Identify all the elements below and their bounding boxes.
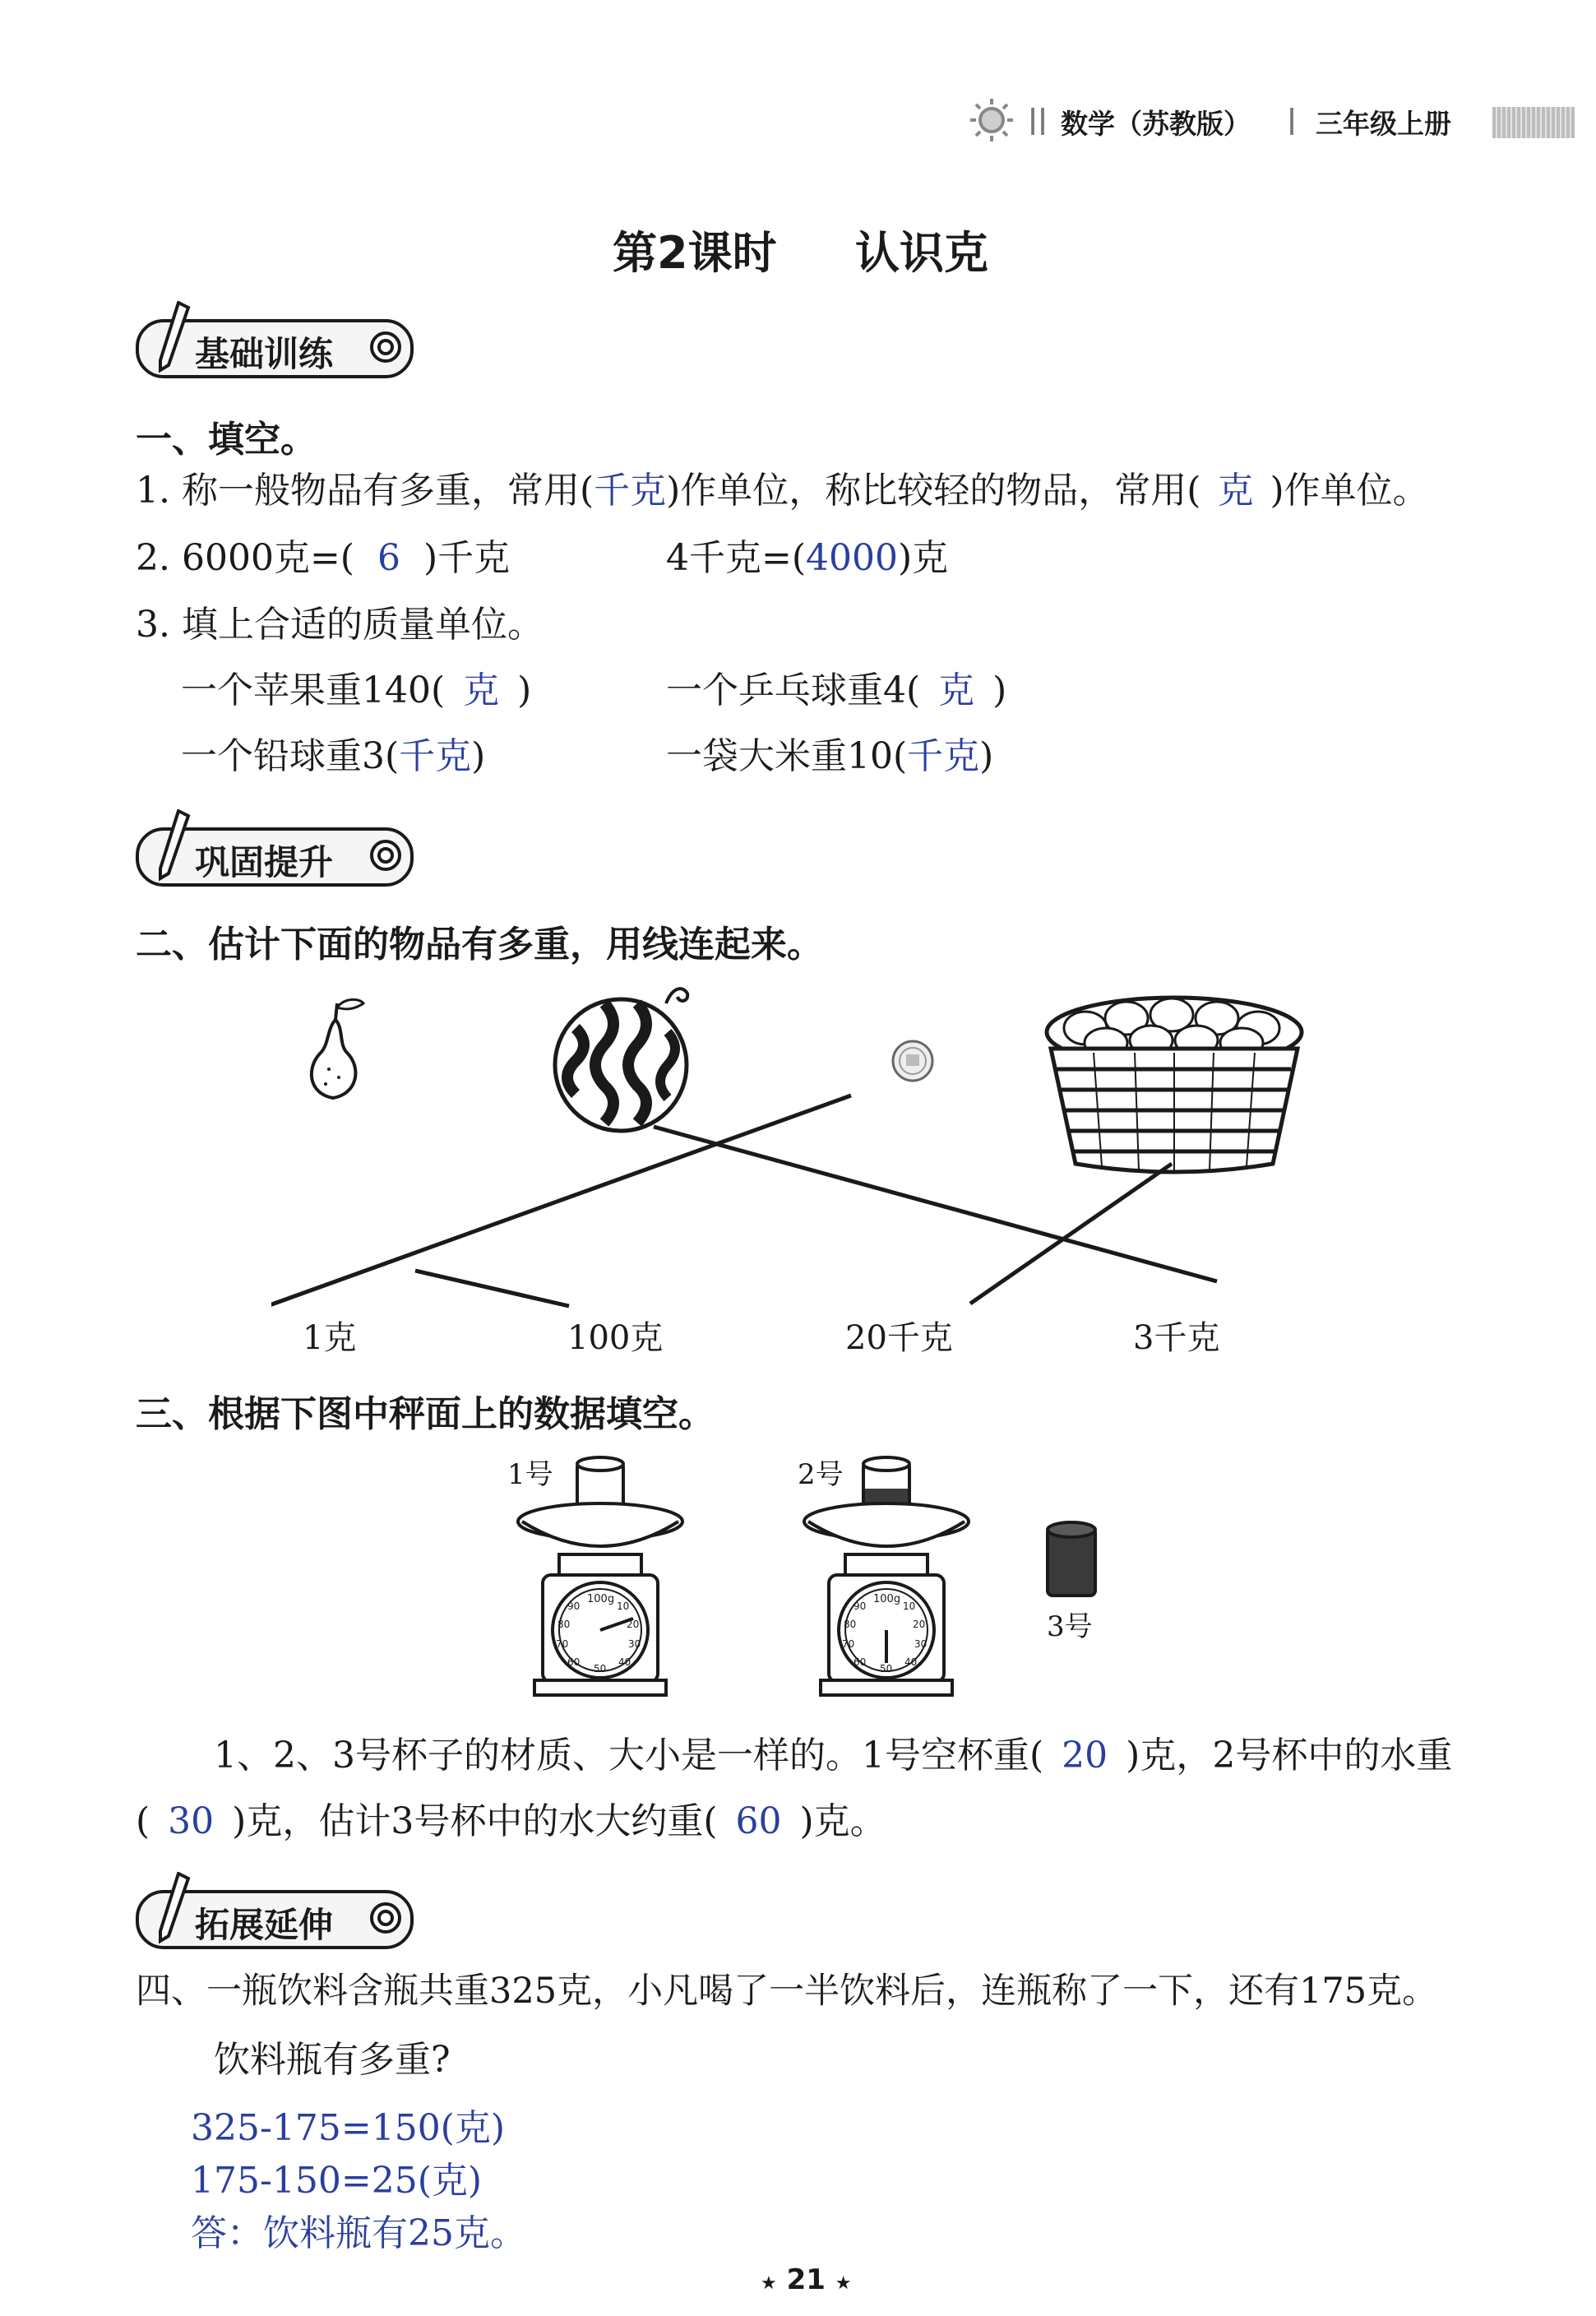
q1-item1: 1. 称一般物品有多重，常用(千克)作单位，称比较轻的物品，常用( 克 )作单位。 — [136, 470, 1429, 512]
q1-item3: 3. 填上合适的质量单位。 — [136, 604, 544, 646]
header-divider: | — [1287, 103, 1298, 135]
q3-line1: 1、2、3号杯子的材质、大小是一样的。1号空杯重( 20 )克，2号杯中的水重 — [214, 1735, 1453, 1776]
q1-apple: 一个苹果重140( 克 ) — [181, 669, 532, 711]
scale1-dial-number: 30 — [628, 1638, 641, 1650]
weight-label-1g: 1克 — [303, 1319, 357, 1357]
pear-icon — [312, 999, 363, 1098]
header-divider: || — [1028, 103, 1048, 135]
pencil-icon — [152, 301, 193, 375]
q3-heading: 三、根据下图中秤面上的数据填空。 — [136, 1393, 715, 1435]
target-icon — [368, 329, 404, 365]
q4-work1: 325-175=150(克) — [191, 2107, 506, 2149]
answer-text: 6 — [377, 537, 400, 579]
scale2-dial-top: 100g — [873, 1593, 901, 1605]
q1-rice: 一袋大米重10(千克) — [666, 735, 994, 777]
scale1-dial-number: 40 — [618, 1656, 631, 1668]
scale2-dial-number: 80 — [844, 1619, 857, 1630]
scale2-dial-number: 20 — [913, 1619, 926, 1630]
scale1-dial-number: 20 — [627, 1619, 640, 1630]
q1-heading: 一、填空。 — [136, 419, 317, 461]
q4-line2: 饮料瓶有多重? — [214, 2039, 451, 2081]
section-badge-consolidate: 巩固提升 — [136, 827, 419, 887]
scale1-dial-top: 100g — [587, 1593, 615, 1605]
lesson-title-part1: 第2课时 — [613, 227, 777, 279]
pencil-icon — [152, 809, 193, 883]
scale1-dial-number: 90 — [567, 1600, 581, 1612]
q1-item2a: 2. 6000克=( 6 )千克 — [136, 537, 511, 579]
scale1-dial-number: 80 — [557, 1619, 571, 1630]
answer-text: 克 — [463, 669, 500, 711]
weight-label-20kg: 20千克 — [845, 1319, 953, 1357]
scale2-dial-number: 90 — [854, 1600, 867, 1612]
answer-text: 20 — [1062, 1735, 1108, 1776]
header-grade: 三年级上册 — [1316, 108, 1451, 140]
scale2-dial-number: 40 — [904, 1656, 918, 1668]
scale2-dial-number: 70 — [842, 1638, 855, 1650]
q1-pingpong: 一个乒乓球重4( 克 ) — [666, 669, 1007, 711]
scale2-dial-number: 10 — [903, 1600, 916, 1612]
star-icon: ★ — [761, 2273, 777, 2294]
pencil-icon — [152, 1872, 193, 1946]
cup2-label: 2号 — [798, 1458, 844, 1491]
weight-label-100g: 100克 — [567, 1319, 664, 1357]
scale1-dial-number: 50 — [594, 1663, 607, 1674]
answer-text: 克 — [938, 669, 975, 711]
section-badge-basic: 基础训练 — [136, 319, 419, 378]
sun-logo-icon — [969, 97, 1015, 143]
basket-icon — [1047, 998, 1302, 1172]
scale2-dial-number: 30 — [914, 1638, 928, 1650]
section-badge-extend: 拓展延伸 — [136, 1890, 419, 1949]
scale1-dial-number: 10 — [617, 1600, 630, 1612]
q1-shotput: 一个铅球重3(千克) — [181, 735, 486, 777]
answer-text: 千克 — [594, 470, 667, 512]
header-bar — [1492, 107, 1575, 138]
answer-text: 4000 — [806, 537, 899, 579]
answer-text: 60 — [735, 1800, 782, 1842]
watermelon-icon — [555, 989, 687, 1131]
answer-text: 千克 — [399, 735, 472, 777]
header-subject: 数学（苏教版） — [1061, 108, 1251, 140]
scale1-dial-number: 60 — [567, 1656, 581, 1668]
q2-heading: 二、估计下面的物品有多重，用线连起来。 — [136, 924, 823, 966]
q1-item2b: 4千克=(4000)克 — [666, 537, 949, 579]
q4-work2: 175-150=25(克) — [191, 2160, 483, 2202]
weight-label-3kg: 3千克 — [1133, 1319, 1220, 1357]
lesson-title-part2: 认识克 — [855, 227, 988, 279]
cup3-label: 3号 — [1047, 1610, 1093, 1643]
q4-line1: 四、一瓶饮料含瓶共重325克，小凡喝了一半饮料后，连瓶称了一下，还有175克。 — [136, 1971, 1438, 2012]
star-icon: ★ — [835, 2273, 852, 2294]
target-icon — [368, 1900, 404, 1936]
cup-3 — [1043, 1520, 1100, 1602]
q3-line2: ( 30 )克，估计3号杯中的水大约重( 60 )克。 — [136, 1800, 886, 1842]
scale2-dial-number: 60 — [854, 1656, 867, 1668]
q4-answer: 答：饮料瓶有25克。 — [191, 2212, 526, 2254]
answer-text: 30 — [168, 1800, 215, 1842]
page-number: ★ 21 ★ — [761, 2263, 852, 2296]
cup1-label: 1号 — [507, 1458, 553, 1491]
coin-icon — [893, 1041, 932, 1081]
matching-illustration — [271, 970, 1324, 1357]
answer-text: 克 — [1217, 470, 1254, 512]
scale2-dial-number: 50 — [880, 1663, 893, 1674]
scale1-dial-number: 70 — [556, 1638, 569, 1650]
target-icon — [368, 837, 404, 873]
answer-text: 千克 — [907, 735, 980, 777]
